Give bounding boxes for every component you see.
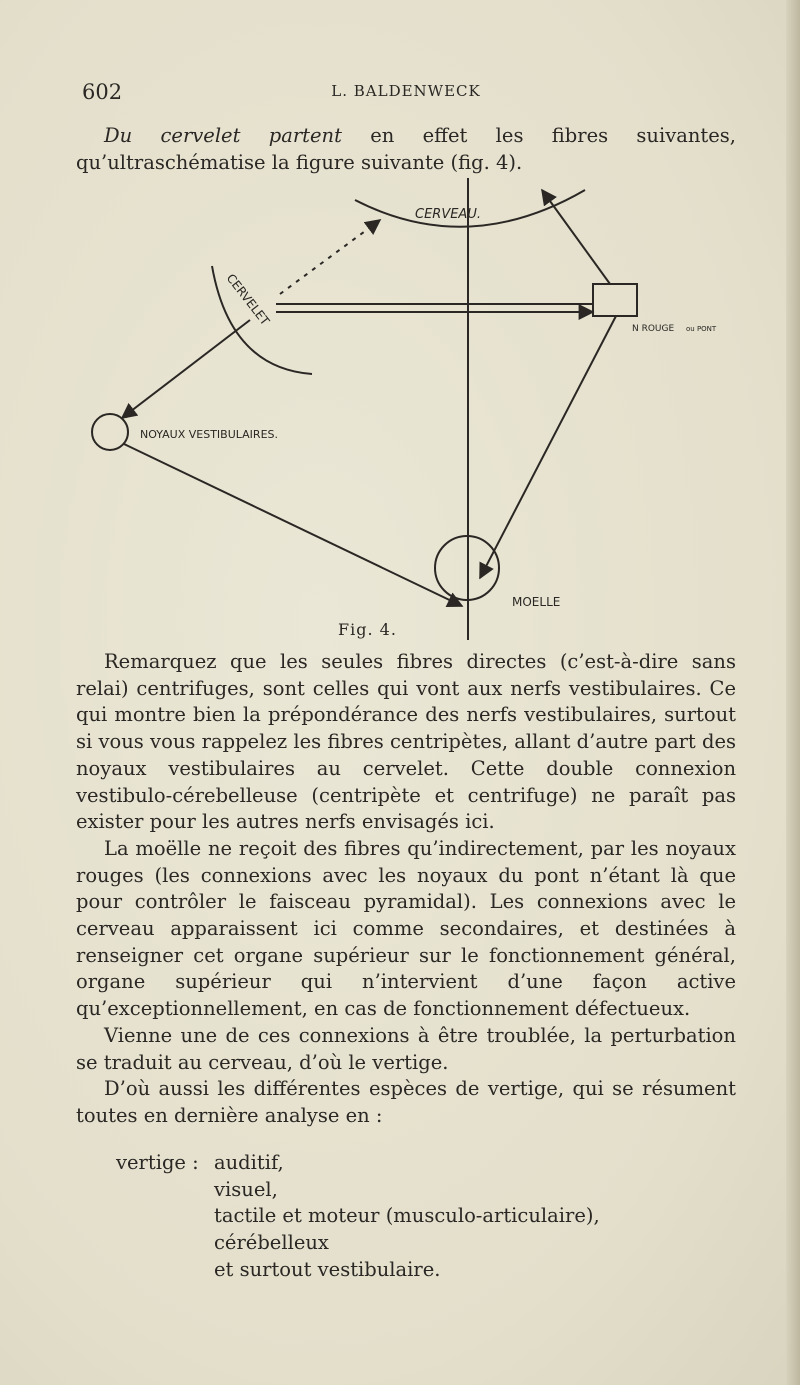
vestibulaires-to-moelle-arrow [124,444,462,606]
page-header [82,80,730,108]
label-noyaux-vestibulaires: NOYAUX VESTIBULAIRES. [140,428,278,441]
label-cerveau: CERVEAU. [415,207,481,222]
figure-4-diagram [80,178,720,652]
page-edge-shadow [786,0,800,1385]
paragraph-1: Remarquez que les seules fibres directes (c’est-à-dire sans relai) centrifuges, sont celles qui vont aux nerfs vestibulaires. Ce qui montre bien la prépondérance des nerfs vestibulaires, surtout si vous vous rappelez les fibres centripètes, allant d’autre part des noyaux vestibulaires au cervelet. Cette double connexion vestibulo-cérebelleuse (centripète et centrifuge) ne paraît pas exister pour les autres nerfs envisagés ici. [76,650,736,834]
intro-italic-lead: Du cervelet partent [104,124,342,147]
noyau-rouge-box [593,284,637,316]
fibre-connection-diagram [80,178,720,648]
label-cervelet: CERVELET [223,271,273,328]
cervelet-to-vestibulaires-arrow [122,320,250,418]
label-noyau-rouge: N ROUGE [632,324,675,334]
noyaux-vestibulaires-circle [92,414,128,450]
body-text [76,649,736,1130]
cervelet-to-cerveau-dashed [280,220,380,294]
vertige-list-item: visuel, [214,1177,278,1201]
intro-paragraph [76,123,736,176]
vertige-list-item: tactile et moteur (musculo-articulaire), [214,1204,600,1228]
paragraph-4: D’où aussi les différentes espèces de vertige, qui se résument toutes en dernière analyse en : [76,1077,736,1127]
paragraph-2: La moëlle ne reçoit des fibres qu’indirectement, par les noyaux rouges (les connexions avec les noyaux du pont n’étant là que pour contrôler le faisceau pyramidal). Les connexions avec le cerveau apparaissent ici comme secondaires, et destinées à renseigner cet organe supérieur sur le fonctionnement général, organe supérieur qui n’intervient d’une façon active qu’exceptionnellement, en cas de fonctionnement défectueux. [76,836,736,1021]
noyau-rouge-to-cerveau-arrow [542,190,610,284]
page-number: 602 [82,80,123,104]
noyau-rouge-to-moelle-arrow [480,316,616,578]
vertige-list [116,1150,600,1284]
paragraph-3: Vienne une de ces connexions à être troublée, la perturbation se traduit au cerveau, d’où le vertige. [76,1023,736,1074]
figure-caption: Fig. 4. [338,620,397,639]
vertige-list-item: cérébelleux [214,1231,329,1255]
label-moelle: MOELLE [512,595,561,609]
vertige-list-item: auditif, [214,1151,284,1174]
label-du-pont: ou PONT [686,325,717,333]
running-head: L. BALDENWECK [331,82,481,100]
vertige-list-lead: vertige : [116,1151,199,1174]
intro-rest: en effet les fibres suivantes, qu’ultraschématise la figure suivante (fig. 4). [76,124,736,174]
vertige-list-item: et surtout vestibulaire. [214,1257,441,1281]
